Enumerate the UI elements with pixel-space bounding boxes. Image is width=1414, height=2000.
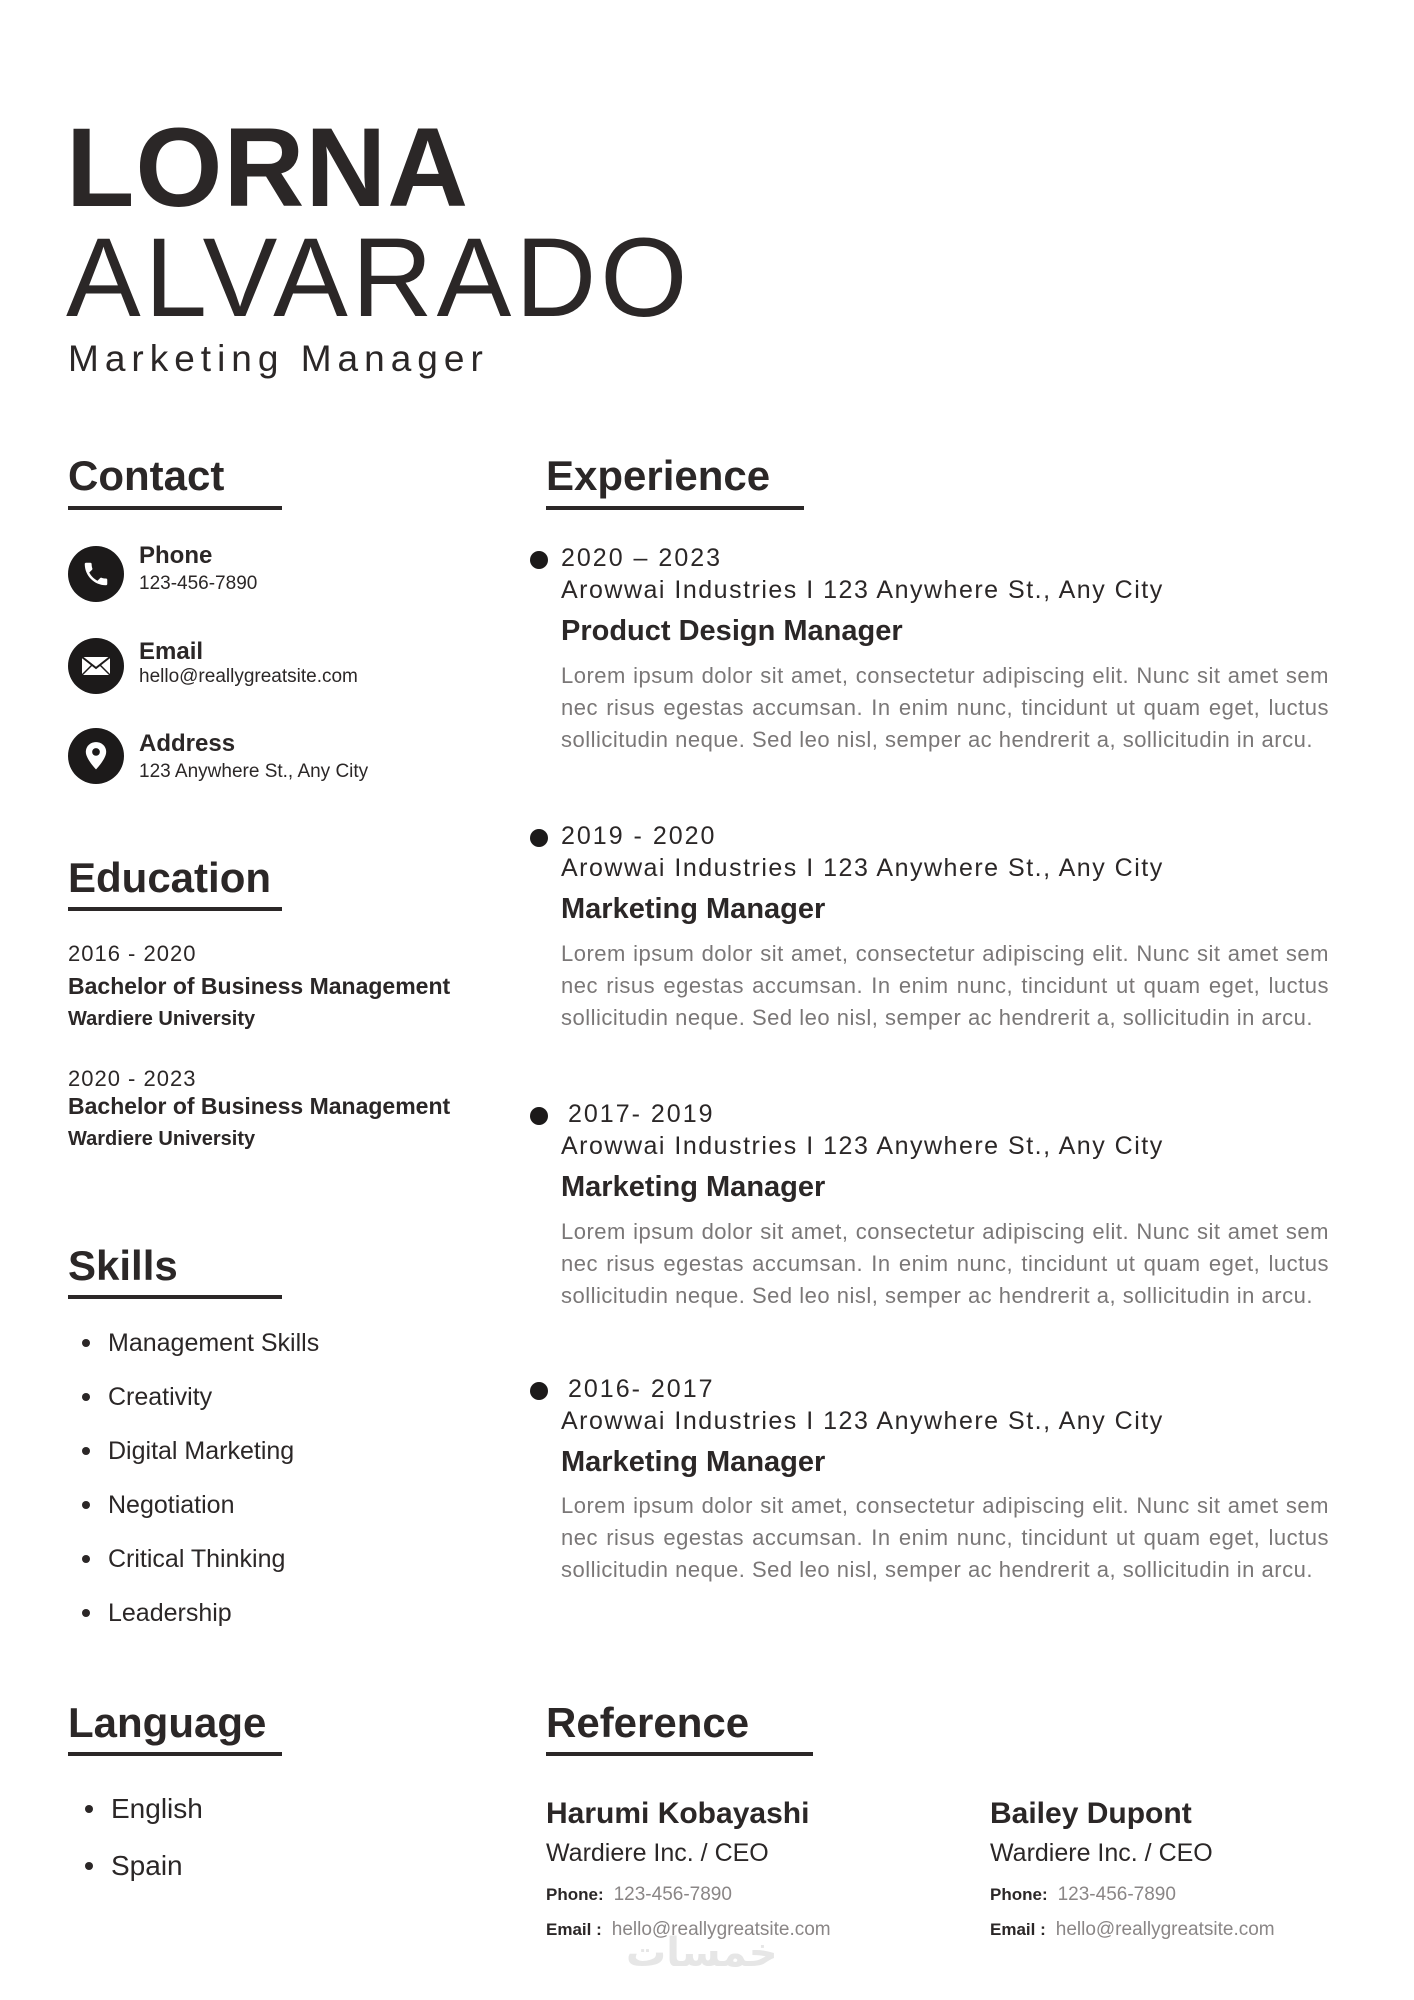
- job-role: Marketing Manager: [561, 1171, 826, 1203]
- skills-heading: Skills: [68, 1242, 178, 1289]
- education-heading: Education: [68, 854, 272, 901]
- job-company: Arowwai Industries I 123 Anywhere St., Any City: [561, 1132, 1164, 1160]
- skill-item: Management Skills: [68, 1316, 468, 1370]
- education-school: Wardiere University: [68, 1128, 256, 1150]
- first-name: LORNA: [66, 105, 470, 230]
- contact-address: [68, 728, 124, 784]
- contact-email: [68, 638, 124, 694]
- job-role: Product Design Manager: [561, 615, 903, 647]
- experience-divider: [546, 506, 804, 510]
- reference-phone: [546, 1884, 732, 1906]
- education-degree: Bachelor of Business Management: [68, 1093, 451, 1119]
- education-school: Wardiere University: [68, 1008, 256, 1030]
- contact-heading: Contact: [68, 452, 225, 499]
- reference-org: Wardiere Inc. / CEO: [546, 1839, 769, 1867]
- email-value: hello@reallygreatsite.com: [139, 666, 358, 687]
- reference-email-value: hello@reallygreatsite.com: [611, 1919, 831, 1940]
- reference-divider: [546, 1752, 813, 1756]
- timeline-dot: [530, 551, 548, 569]
- email-field-label: Email :: [546, 1920, 602, 1939]
- job-description: Lorem ipsum dolor sit amet, consectetur adipiscing elit. Nunc sit amet sem nec risus egestas accumsan. In enim nunc, tincidunt ut quam eget, luctus sollicitudin neque. Sed leo nisl, semper ac hendrerit a, sollicitudin in arcu.: [561, 663, 1329, 752]
- education-years: 2020 - 2023: [68, 1066, 197, 1091]
- language-item: Spain: [71, 1837, 371, 1894]
- contact-divider: [68, 506, 282, 510]
- skill-item: Critical Thinking: [68, 1532, 468, 1586]
- email-field-label: Email :: [990, 1920, 1046, 1939]
- phone-icon: [68, 546, 124, 602]
- contact-phone: [68, 546, 124, 602]
- map-pin-icon: [68, 728, 124, 784]
- job-description: Lorem ipsum dolor sit amet, consectetur adipiscing elit. Nunc sit amet sem nec risus egestas accumsan. In enim nunc, tincidunt ut quam eget, luctus sollicitudin neque. Sed leo nisl, semper ac hendrerit a, sollicitudin in arcu.: [561, 1219, 1329, 1308]
- skill-item: Negotiation: [68, 1478, 468, 1532]
- education-years: 2016 - 2020: [68, 941, 197, 966]
- reference-name: Bailey Dupont: [990, 1797, 1192, 1830]
- timeline-dot: [530, 1107, 548, 1125]
- skill-item: Digital Marketing: [68, 1424, 468, 1478]
- language-divider: [68, 1752, 282, 1756]
- reference-email-value: hello@reallygreatsite.com: [1055, 1919, 1275, 1940]
- reference-email: [990, 1919, 1275, 1941]
- language-list: [71, 1780, 371, 1894]
- reference-phone-value: 123-456-7890: [1057, 1884, 1176, 1905]
- education-degree: Bachelor of Business Management: [68, 973, 451, 999]
- job-years: 2020 – 2023: [561, 544, 723, 572]
- job-company: Arowwai Industries I 123 Anywhere St., Any City: [561, 576, 1164, 604]
- reference-phone-value: 123-456-7890: [613, 1884, 732, 1905]
- language-heading: Language: [68, 1699, 267, 1746]
- address-value: 123 Anywhere St., Any City: [139, 761, 369, 782]
- skills-list: [68, 1316, 468, 1640]
- timeline-dot: [530, 1382, 548, 1400]
- job-years: 2019 - 2020: [561, 822, 717, 850]
- phone-field-label: Phone:: [546, 1885, 604, 1904]
- education-divider: [68, 907, 282, 911]
- skills-divider: [68, 1295, 282, 1299]
- phone-field-label: Phone:: [990, 1885, 1048, 1904]
- timeline-dot: [530, 829, 548, 847]
- job-years: 2017- 2019: [568, 1100, 715, 1128]
- reference-phone: [990, 1884, 1176, 1906]
- last-name: ALVARADO: [66, 215, 692, 340]
- language-item: English: [71, 1780, 371, 1837]
- job-description: Lorem ipsum dolor sit amet, consectetur adipiscing elit. Nunc sit amet sem nec risus egestas accumsan. In enim nunc, tincidunt ut quam eget, luctus sollicitudin neque. Sed leo nisl, semper ac hendrerit a, sollicitudin in arcu.: [561, 941, 1329, 1030]
- job-title: Marketing Manager: [68, 338, 489, 379]
- experience-heading: Experience: [546, 452, 771, 499]
- job-role: Marketing Manager: [561, 1446, 826, 1478]
- reference-org: Wardiere Inc. / CEO: [990, 1839, 1213, 1867]
- job-description: Lorem ipsum dolor sit amet, consectetur adipiscing elit. Nunc sit amet sem nec risus egestas accumsan. In enim nunc, tincidunt ut quam eget, luctus sollicitudin neque. Sed leo nisl, semper ac hendrerit a, sollicitudin in arcu.: [561, 1493, 1329, 1582]
- skill-item: Leadership: [68, 1586, 468, 1640]
- reference-heading: Reference: [546, 1699, 750, 1746]
- job-years: 2016- 2017: [568, 1375, 715, 1403]
- job-role: Marketing Manager: [561, 893, 826, 925]
- watermark: خمسات: [626, 1931, 778, 1975]
- reference-name: Harumi Kobayashi: [546, 1797, 810, 1830]
- job-company: Arowwai Industries I 123 Anywhere St., Any City: [561, 854, 1164, 882]
- phone-label: Phone: [139, 542, 213, 569]
- envelope-icon: [68, 638, 124, 694]
- address-label: Address: [139, 730, 236, 757]
- skill-item: Creativity: [68, 1370, 468, 1424]
- email-label: Email: [139, 638, 204, 665]
- job-company: Arowwai Industries I 123 Anywhere St., Any City: [561, 1407, 1164, 1435]
- phone-value: 123-456-7890: [139, 573, 258, 594]
